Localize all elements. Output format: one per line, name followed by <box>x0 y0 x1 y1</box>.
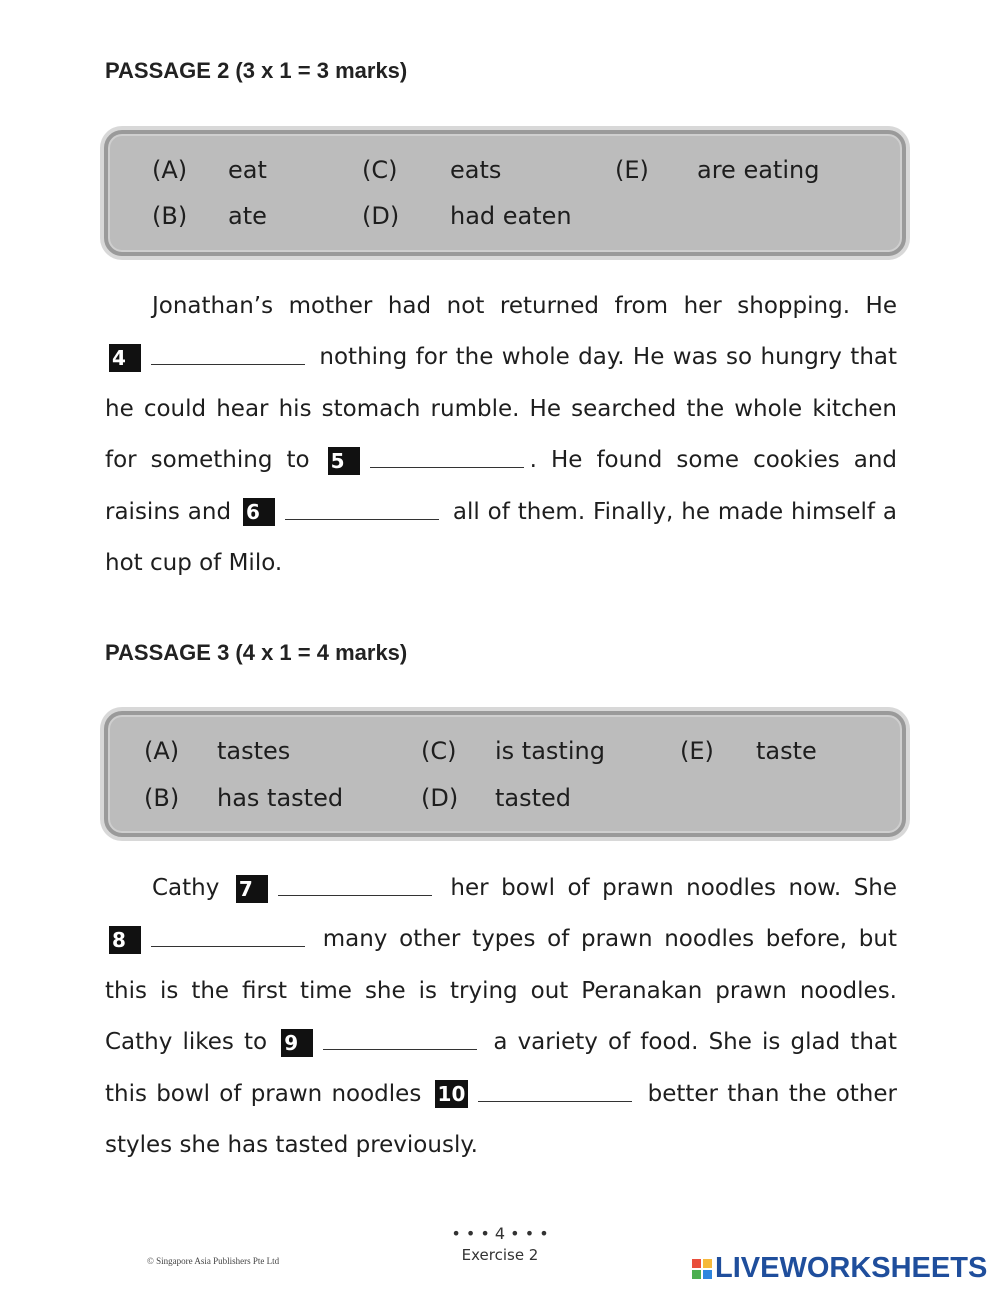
passage-line <box>105 435 897 486</box>
option-word: is tasting <box>495 737 605 765</box>
option-word: are eating <box>697 156 820 184</box>
passage-2-text <box>105 281 897 589</box>
passage-text: Jonathan’s mother had not returned from her shopping. He <box>152 293 897 319</box>
option-letter: (D) <box>362 202 400 230</box>
page-number: • • • 4 • • • <box>451 1224 549 1243</box>
liveworksheets-logo[interactable] <box>692 1252 987 1285</box>
option-word: taste <box>756 737 817 765</box>
option-letter: (A) <box>152 156 188 184</box>
passage-text: her bowl of prawn noodles now. She <box>450 875 898 901</box>
passage-line <box>105 863 897 914</box>
passage-text: all of them. Finally, he made himself a <box>452 498 898 525</box>
question-number-7: 7 <box>236 875 268 903</box>
passage-text: this is the first time she is trying out Peranakan prawn noodles. <box>105 977 897 1004</box>
question-number-8: 8 <box>109 926 141 954</box>
answer-blank-8[interactable] <box>151 932 305 947</box>
passage-text: styles she has tasted previously. <box>105 1131 478 1158</box>
passage-text: . He found some cookies and <box>529 447 898 474</box>
question-number-4: 4 <box>109 344 141 372</box>
option-word: eat <box>228 156 267 184</box>
question-number-9: 9 <box>281 1029 313 1057</box>
passage-text: he could hear his stomach rumble. He searched the whole kitchen <box>105 395 897 422</box>
question-number-6: 6 <box>243 498 275 526</box>
answer-blank-9[interactable] <box>323 1035 477 1050</box>
answer-blank-4[interactable] <box>151 350 305 365</box>
passage-2-options-box <box>104 130 906 256</box>
passage-text: raisins and <box>105 498 232 525</box>
passage-line <box>105 332 897 383</box>
passage-text: better than the other <box>647 1080 897 1107</box>
logo-text: LIVEWORKSHEETS <box>715 1252 988 1284</box>
passage-line <box>105 384 897 435</box>
question-number-10: 10 <box>435 1080 469 1108</box>
passage-line <box>105 1017 897 1068</box>
passage-2-heading: PASSAGE 2 (3 x 1 = 3 marks) <box>105 58 408 83</box>
passage-text: Cathy <box>152 875 220 901</box>
passage-line <box>105 487 897 538</box>
answer-blank-6[interactable] <box>285 505 439 520</box>
passage-text: a variety of food. She is glad that <box>493 1029 898 1056</box>
passage-3-heading: PASSAGE 3 (4 x 1 = 4 marks) <box>105 640 408 665</box>
option-word: tastes <box>217 737 291 765</box>
option-word: had eaten <box>450 202 572 230</box>
option-letter: (C) <box>421 737 457 765</box>
passage-line <box>105 538 897 589</box>
question-number-5: 5 <box>328 447 360 475</box>
logo-mark-icon <box>692 1259 712 1279</box>
option-word: ate <box>228 202 267 230</box>
passage-line <box>105 1120 897 1171</box>
answer-blank-7[interactable] <box>278 881 432 896</box>
copyright-notice: © Singapore Asia Publishers Pte Ltd <box>147 1256 280 1266</box>
passage-line <box>105 281 897 332</box>
option-letter: (B) <box>144 784 180 812</box>
passage-text: nothing for the whole day. He was so hungry that <box>319 344 898 371</box>
passage-3-options-box <box>104 711 906 837</box>
passage-line <box>105 966 897 1017</box>
exercise-label: Exercise 2 <box>461 1246 539 1264</box>
option-letter: (E) <box>615 156 649 184</box>
option-word: tasted <box>495 784 572 812</box>
option-letter: (D) <box>421 784 459 812</box>
passage-text: many other types of prawn noodles before, but <box>322 926 898 953</box>
answer-blank-5[interactable] <box>370 453 524 468</box>
option-letter: (A) <box>144 737 180 765</box>
passage-text: for something to <box>105 447 310 474</box>
passage-text: this bowl of prawn noodles <box>105 1080 422 1107</box>
passage-line <box>105 1069 897 1120</box>
passage-text: hot cup of Milo. <box>105 549 283 576</box>
option-word: has tasted <box>217 784 344 812</box>
passage-text: Cathy likes to <box>105 1029 268 1056</box>
passage-line <box>105 914 897 965</box>
option-letter: (B) <box>152 202 188 230</box>
option-letter: (C) <box>362 156 398 184</box>
option-letter: (E) <box>680 737 714 765</box>
option-word: eats <box>450 156 502 184</box>
answer-blank-10[interactable] <box>478 1087 632 1102</box>
passage-3-text <box>105 863 897 1171</box>
